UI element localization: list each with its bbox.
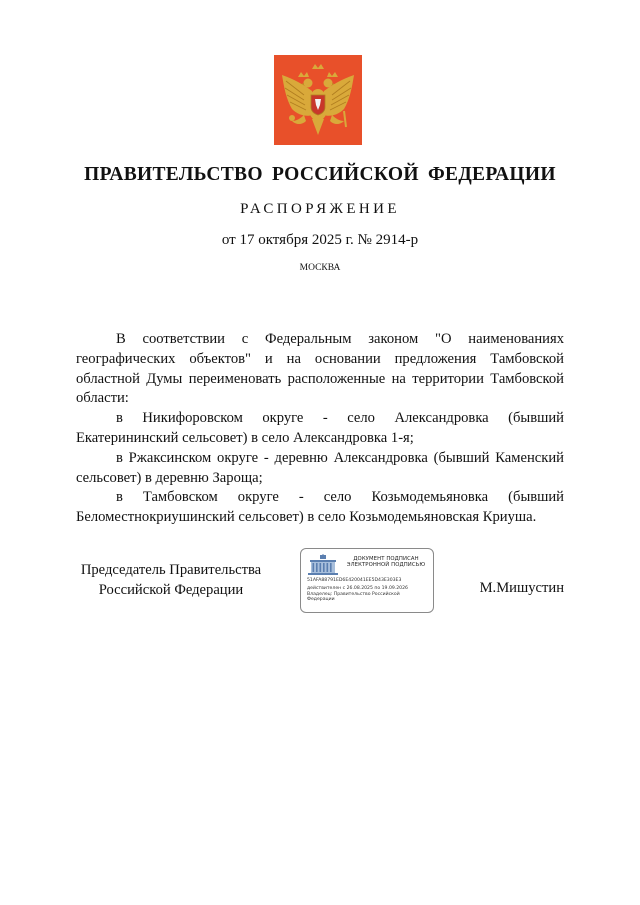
- government-title: ПРАВИТЕЛЬСТВО РОССИЙСКОЙ ФЕДЕРАЦИИ: [84, 164, 556, 185]
- electronic-signature-stamp: [300, 548, 434, 613]
- document-body: [76, 330, 564, 528]
- signer-position-line: Председатель Правительства: [80, 562, 262, 578]
- signer-name: М.Мишустин: [479, 580, 564, 596]
- stamp-validity: действителен с 26.08.2025 по 19.09.2026: [307, 586, 408, 591]
- body-paragraph: в Никифоровском округе - село Александровка (бывший Екатерининский сельсовет) в село Александровка 1-я;: [76, 410, 564, 446]
- document-type: РАСПОРЯЖЕНИЕ: [240, 201, 400, 217]
- body-paragraph: В соответствии с Федеральным законом "О наименованиях географических объектов" и на основании предложения Тамбовской областной Думы переименовать расположенные на территории Тамбовской области:: [76, 331, 564, 407]
- document-city: МОСКВА: [299, 263, 341, 273]
- stamp-owner-line: Федерации: [307, 597, 335, 602]
- stamp-title-line: ДОКУМЕНТ ПОДПИСАН: [353, 556, 419, 562]
- government-building-icon: [307, 554, 339, 576]
- stamp-header: [341, 556, 431, 569]
- body-paragraph: в Ржаксинском округе - деревню Александровка (бывший Каменский сельсовет) в деревню Зароща;: [76, 449, 564, 486]
- stamp-certificate: 51AFA88791ED6E420041EE5D43E303E3: [307, 578, 402, 583]
- document-date-number: от 17 октября 2025 г. № 2914-р: [221, 232, 419, 248]
- stamp-owner-line: Владелец: Правительство Российской: [307, 592, 400, 597]
- body-paragraph: в Тамбовском округе - село Козьмодемьяновка (бывший Беломестнокриушинский сельсовет) в село Козьмодемьяновская Криуша.: [76, 489, 564, 526]
- signer-position: [76, 561, 266, 600]
- coat-of-arms-emblem: [274, 55, 362, 145]
- signer-position-line: Российской Федерации: [98, 581, 244, 598]
- stamp-title-line: ЭЛЕКТРОННОЙ ПОДПИСЬЮ: [346, 562, 426, 569]
